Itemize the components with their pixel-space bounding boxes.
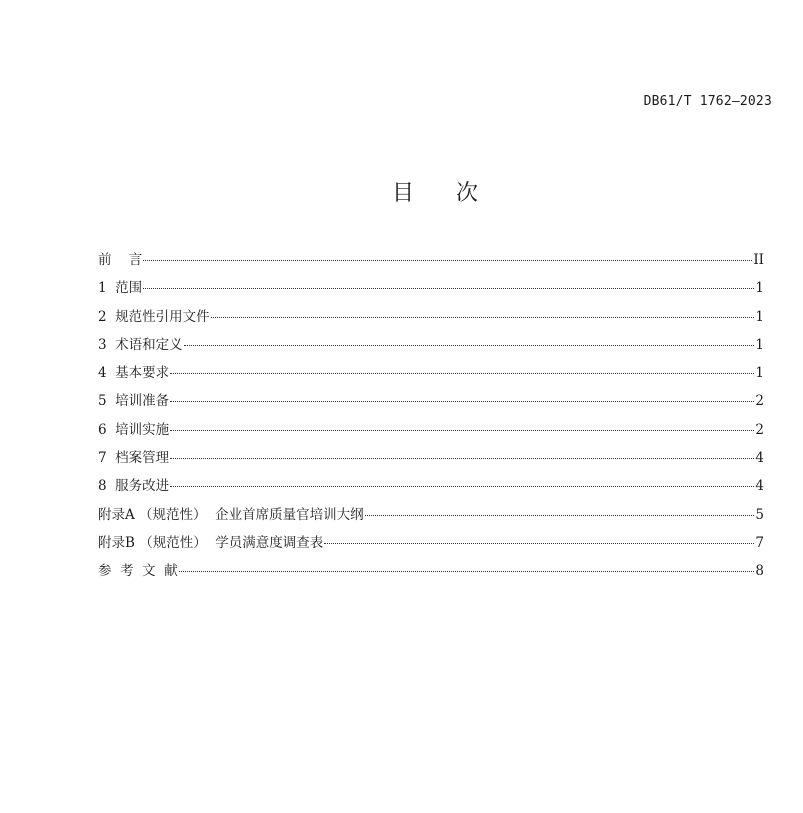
toc-entry-foreword[interactable] bbox=[98, 248, 764, 276]
toc-entry-label: 参 考 文 献 bbox=[98, 563, 178, 580]
toc-entry-label: 3 术语和定义 bbox=[98, 336, 183, 353]
toc-entry-training-implementation[interactable] bbox=[98, 418, 764, 446]
toc-entry-service-improvement[interactable] bbox=[98, 474, 764, 502]
dot-leader bbox=[170, 486, 754, 487]
dot-leader bbox=[143, 260, 752, 261]
table-of-contents bbox=[98, 248, 764, 588]
toc-entry-label: 4 基本要求 bbox=[98, 365, 170, 382]
dot-leader bbox=[179, 571, 755, 572]
toc-entry-label: 前 言 bbox=[98, 252, 143, 268]
toc-entry-appendix-b[interactable] bbox=[98, 531, 764, 559]
toc-entry-page: 2 bbox=[755, 393, 764, 410]
dot-leader bbox=[324, 543, 754, 544]
toc-entry-page: 7 bbox=[755, 534, 764, 551]
toc-entry-page: 2 bbox=[755, 421, 764, 438]
toc-entry-bibliography[interactable] bbox=[98, 559, 764, 587]
toc-entry-page: 1 bbox=[755, 280, 764, 297]
toc-entry-basic-requirements[interactable] bbox=[98, 361, 764, 389]
toc-entry-page: II bbox=[753, 252, 764, 268]
toc-entry-label: 2 规范性引用文件 bbox=[98, 308, 210, 325]
toc-entry-label: 6 培训实施 bbox=[98, 421, 170, 438]
toc-entry-label: 5 培训准备 bbox=[98, 393, 170, 410]
toc-entry-page: 1 bbox=[755, 336, 764, 353]
toc-title: 目 次 bbox=[392, 181, 478, 206]
toc-entry-label: 附录A （规范性） 企业首席质量官培训大纲 bbox=[98, 506, 364, 523]
toc-entry-training-preparation[interactable] bbox=[98, 389, 764, 417]
dot-leader bbox=[170, 401, 754, 402]
toc-entry-normative-references[interactable] bbox=[98, 305, 764, 333]
dot-leader bbox=[170, 430, 754, 431]
toc-entry-page: 8 bbox=[755, 563, 764, 580]
toc-entry-records-management[interactable] bbox=[98, 446, 764, 474]
toc-entry-label: 1 范围 bbox=[98, 280, 143, 297]
toc-entry-label: 7 档案管理 bbox=[98, 450, 170, 467]
toc-entry-page: 1 bbox=[755, 365, 764, 382]
dot-leader bbox=[184, 345, 755, 346]
toc-entry-appendix-a[interactable] bbox=[98, 503, 764, 531]
toc-entry-page: 5 bbox=[755, 506, 764, 523]
toc-entry-label: 附录B （规范性） 学员满意度调查表 bbox=[98, 534, 324, 551]
document-code: DB61/T 1762—2023 bbox=[643, 94, 772, 109]
dot-leader bbox=[170, 458, 754, 459]
toc-entry-page: 4 bbox=[755, 478, 764, 495]
toc-entry-page: 4 bbox=[755, 450, 764, 467]
toc-entry-scope[interactable] bbox=[98, 276, 764, 304]
dot-leader bbox=[365, 515, 755, 516]
toc-entry-page: 1 bbox=[755, 308, 764, 325]
dot-leader bbox=[143, 288, 754, 289]
toc-entry-label: 8 服务改进 bbox=[98, 478, 170, 495]
toc-entry-terms-definitions[interactable] bbox=[98, 333, 764, 361]
dot-leader bbox=[211, 317, 755, 318]
dot-leader bbox=[170, 373, 754, 374]
